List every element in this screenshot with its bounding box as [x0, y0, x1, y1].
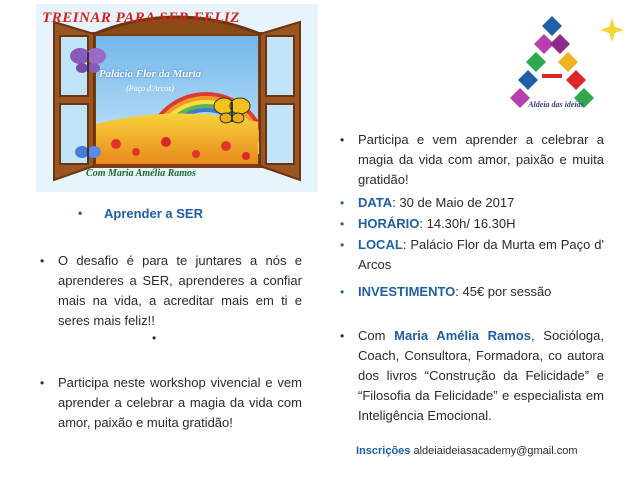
- right-paragraph-1: [340, 130, 604, 190]
- bullet-icon: •: [340, 238, 345, 252]
- window-illustration: [36, 4, 318, 192]
- bullet-icon: •: [340, 133, 345, 147]
- left-heading: [78, 206, 203, 221]
- time-line: [340, 214, 516, 234]
- left-paragraph-1-text: O desafio é para te juntares a nós e aprenderes a SER, aprenderes a confiar mais na vida, a acreditar mais em ti e seres mais feliz!!: [58, 253, 302, 328]
- price-value: : 45€ por sessão: [455, 284, 552, 299]
- registration-line: [356, 445, 578, 457]
- bullet-icon: •: [340, 285, 345, 299]
- poster-image: [36, 4, 318, 192]
- empty-bullet: •: [152, 331, 157, 345]
- heading-text: Aprender a SER: [104, 206, 203, 221]
- poster-place: (Paço d'Arcos): [126, 84, 174, 93]
- p2-rest: , Socióloga, Coach, Consultora, Formadora, co autora dos livros “Construção da Felicidade” e “Filosofia da Felicidade” e especialista em Inteligência Emocional.: [358, 328, 604, 423]
- registration-email[interactable]: aldeiaideiasacademy@gmail.com: [413, 445, 578, 457]
- right-paragraph-1-text: Participa e vem aprender a celebrar a magia da vida com amor, paixão e muita gratidão!: [358, 132, 604, 187]
- location-line: [340, 235, 604, 275]
- price-line: [340, 282, 552, 302]
- bullet-icon: •: [78, 206, 83, 220]
- date-line: [340, 193, 515, 213]
- logo-text: Aldeia das ideias: [528, 100, 584, 109]
- time-label: HORÁRIO: [358, 216, 420, 231]
- right-paragraph-2: [340, 326, 604, 426]
- bullet-icon: •: [340, 217, 345, 231]
- poster-venue: Palácio Flor da Murta: [98, 68, 202, 80]
- time-value: : 14.30h/ 16.30H: [419, 216, 516, 231]
- author-name: Maria Amélia Ramos: [394, 328, 531, 343]
- bullet-icon: •: [340, 196, 345, 210]
- poster-title: TREINAR PARA SER FELIZ: [42, 10, 240, 26]
- date-label: DATA: [358, 195, 393, 210]
- bullet-icon: •: [340, 329, 345, 343]
- p2-prefix: Com: [358, 328, 395, 343]
- date-value: : 30 de Maio de 2017: [392, 195, 515, 210]
- poster-author: Com Maria Amélia Ramos: [86, 168, 196, 179]
- location-label: LOCAL: [358, 237, 403, 252]
- left-paragraph-2: [40, 373, 302, 433]
- bullet-icon: •: [40, 376, 45, 390]
- left-paragraph-2-text: Participa neste workshop vivencial e vem aprender a celebrar a magia da vida com amor, paixão e muita gratidão!: [58, 375, 302, 430]
- registration-label: Inscrições: [356, 445, 411, 457]
- left-paragraph-1: [40, 251, 302, 331]
- star-icon: [600, 18, 624, 42]
- location-value: : Palácio Flor da Murta em Paço d' Arcos: [358, 237, 604, 272]
- price-label: INVESTIMENTO: [358, 284, 456, 299]
- bullet-icon: •: [40, 254, 45, 268]
